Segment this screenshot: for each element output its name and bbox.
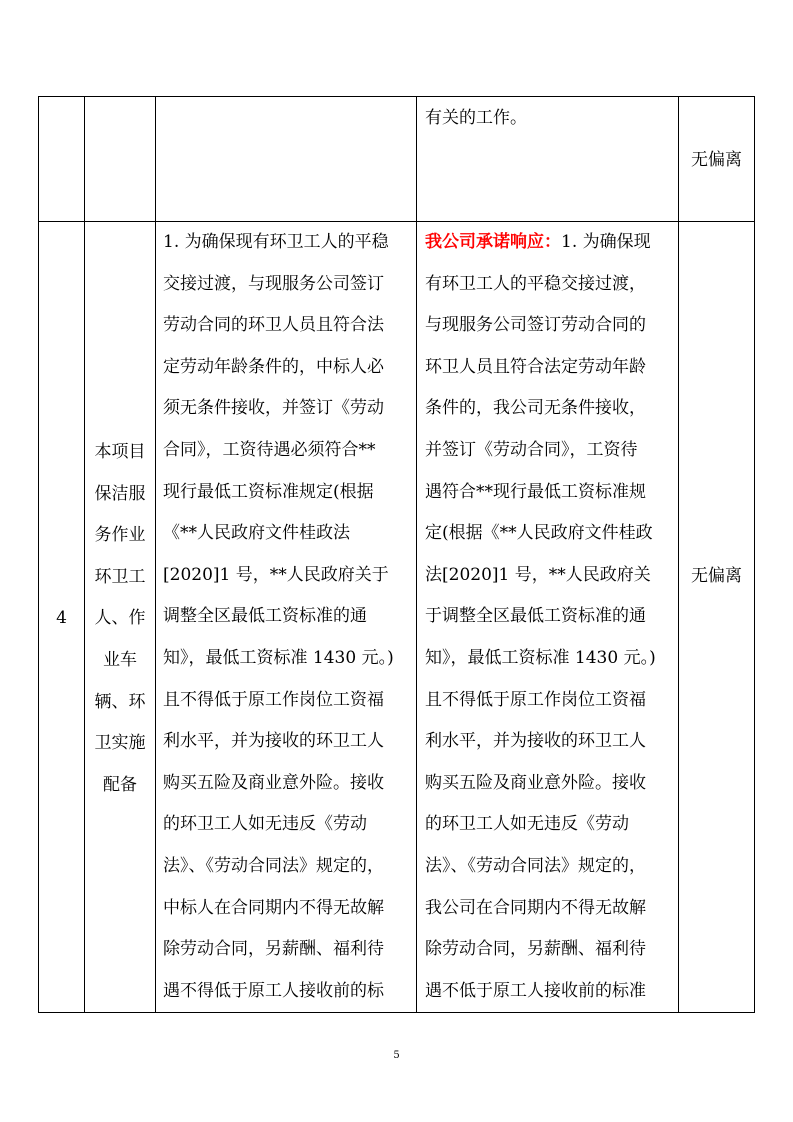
requirement-text xyxy=(163,222,394,1012)
response-line: 知》，最低工资标准 1430 元。) xyxy=(425,647,656,668)
requirement-line: 遇不得低于原工人接收前的标 xyxy=(163,980,384,1001)
response-line: 于调整全区最低工资标准的通 xyxy=(425,606,646,627)
table-cell xyxy=(155,221,417,1013)
requirement-line: 合同》，工资待遇必须符合** xyxy=(163,439,376,460)
table-cell xyxy=(84,221,156,1013)
response-line: 遇符合**现行最低工资标准规 xyxy=(425,481,646,502)
requirement-line: 且不得低于原工作岗位工资福 xyxy=(163,689,384,710)
response-first-line: 1. 为确保现 xyxy=(561,232,651,252)
item-line: 卫实施 xyxy=(94,733,146,754)
requirement-line: 须无条件接收，并签订《劳动 xyxy=(163,398,384,419)
row-index: 4 xyxy=(56,608,67,628)
response-line: 条件的，我公司无条件接收， xyxy=(425,398,646,419)
response-text xyxy=(425,222,656,1012)
requirement-line: 现行最低工资标准规定(根据 xyxy=(163,481,374,502)
item-line: 保洁服 xyxy=(94,483,146,504)
table-cell xyxy=(38,221,85,1013)
table-cell xyxy=(678,96,755,222)
response-line: 购买五险及商业意外险。接收 xyxy=(425,772,646,793)
requirement-line: 定劳动年龄条件的，中标人必 xyxy=(163,356,384,377)
response-label: 我公司承诺响应： xyxy=(425,232,561,252)
table-cell xyxy=(84,96,156,222)
response-line: 法》、《劳动合同法》规定的， xyxy=(425,855,646,876)
requirement-line: 法》、《劳动合同法》规定的， xyxy=(163,855,384,876)
requirement-line: 的环卫工人如无违反《劳动 xyxy=(163,814,367,835)
response-line: 环卫人员且符合法定劳动年龄 xyxy=(425,356,646,377)
item-name xyxy=(85,432,155,806)
page-number: 5 xyxy=(393,1050,400,1061)
response-tail: 有关的工作。 xyxy=(425,108,527,128)
response-line: 利水平，并为接收的环卫工人 xyxy=(425,731,646,752)
response-line: 的环卫工人如无违反《劳动 xyxy=(425,814,629,835)
item-line: 配备 xyxy=(103,774,137,795)
response-line: 法[2020]1 号，**人民政府关 xyxy=(425,564,651,585)
item-line: 环卫工 xyxy=(94,566,146,587)
table-cell xyxy=(416,221,679,1013)
response-line: 与现服务公司签订劳动合同的 xyxy=(425,315,646,336)
requirement-line: 知》，最低工资标准 1430 元。) xyxy=(163,647,394,668)
requirement-line: 中标人在合同期内不得无故解 xyxy=(163,897,384,918)
requirement-line: 除劳动合同，另薪酬、福利待 xyxy=(163,939,384,960)
requirement-line: 购买五险及商业意外险。接收 xyxy=(163,772,384,793)
response-line: 并签订《劳动合同》，工资待 xyxy=(425,439,638,460)
table-cell xyxy=(155,96,417,222)
item-line: 辆、环 xyxy=(94,691,146,712)
item-line: 务作业 xyxy=(94,525,146,546)
requirement-line: 劳动合同的环卫人员且符合法 xyxy=(163,315,384,336)
response-line: 且不得低于原工作岗位工资福 xyxy=(425,689,646,710)
requirement-line: 利水平，并为接收的环卫工人 xyxy=(163,731,384,752)
requirement-line: 1. 为确保现有环卫工人的平稳 xyxy=(163,232,389,252)
response-line: 遇不低于原工人接收前的标准 xyxy=(425,980,646,1001)
requirement-line: 交接过渡，与现服务公司签订 xyxy=(163,273,384,294)
requirement-line: 《**人民政府文件桂政法 xyxy=(163,523,350,544)
item-line: 人、作 xyxy=(94,608,146,629)
table-cell xyxy=(678,221,755,1013)
deviation-text: 无偏离 xyxy=(691,150,742,170)
item-line: 本项目 xyxy=(94,442,146,462)
response-line: 定(根据《**人民政府文件桂政 xyxy=(425,523,653,544)
table-cell xyxy=(38,96,85,222)
response-line: 我公司在合同期内不得无故解 xyxy=(425,897,646,918)
requirement-line: [2020]1 号，**人民政府关于 xyxy=(163,564,389,585)
table-cell xyxy=(416,96,679,222)
response-line: 除劳动合同，另薪酬、福利待 xyxy=(425,939,646,960)
response-line: 有环卫工人的平稳交接过渡， xyxy=(425,273,646,294)
deviation-text: 无偏离 xyxy=(691,566,742,586)
requirement-line: 调整全区最低工资标准的通 xyxy=(163,606,367,627)
item-line: 业车 xyxy=(103,649,137,670)
